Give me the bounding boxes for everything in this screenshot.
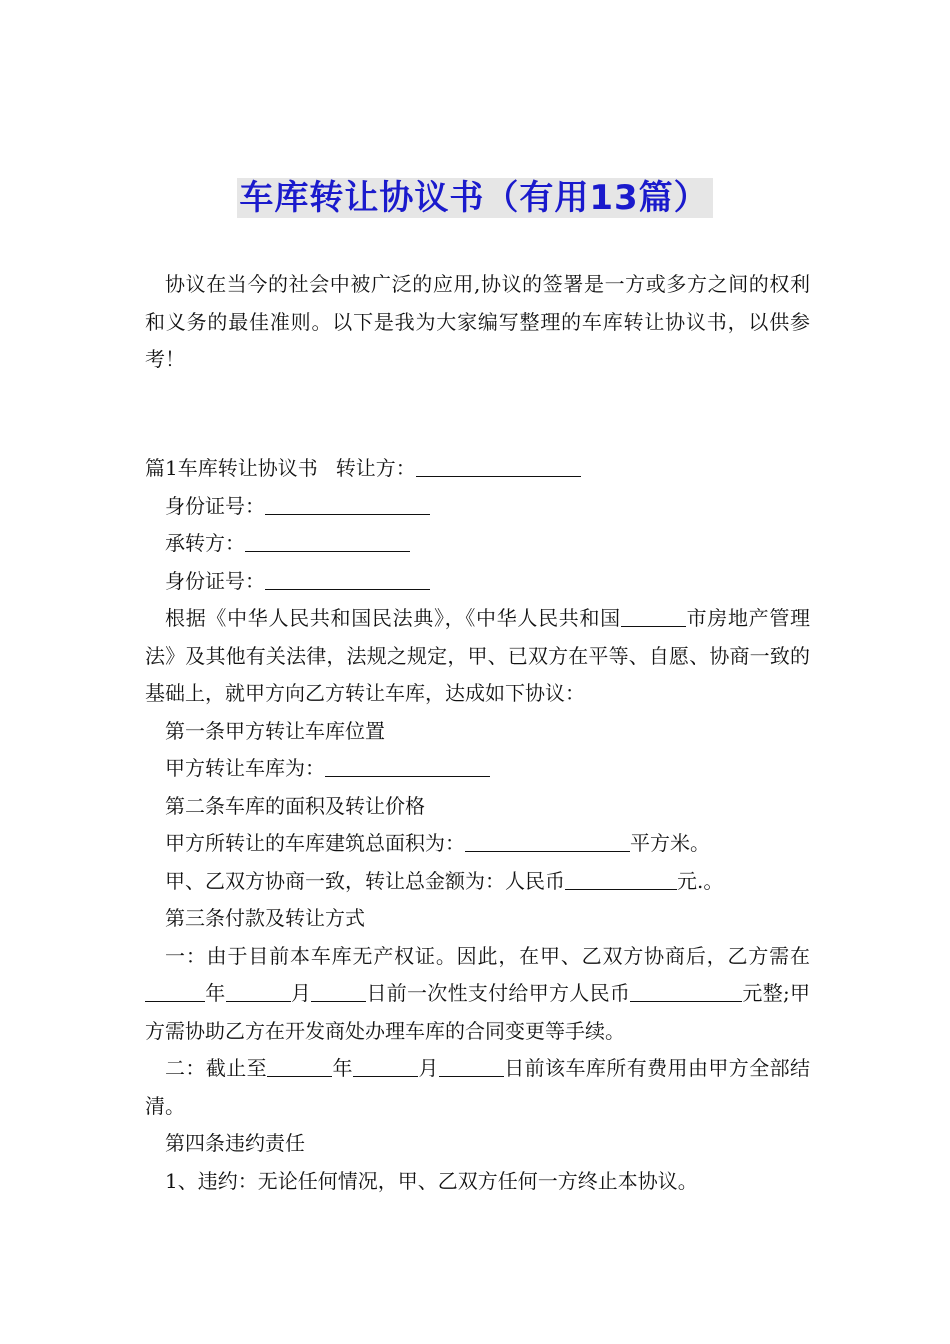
article3-item2-text-a: 二：截止至 — [165, 1056, 268, 1080]
price-blank — [565, 869, 677, 890]
article1-label: 甲方转让车库为： — [165, 756, 325, 780]
article3-item1-text-b: 日前一次性支付给甲方人民币 — [366, 981, 631, 1005]
article4-item1: 1、违约：无论任何情况，甲、乙双方任何一方终止本协议。 — [165, 1168, 698, 1193]
article2-area-line — [145, 825, 810, 863]
article2-price-line — [145, 863, 810, 901]
payment-month-blank — [226, 981, 291, 1002]
deadline-month-blank — [353, 1056, 418, 1077]
article2-area-label: 甲方所转让的车库建筑总面积为： — [165, 831, 465, 855]
intro-paragraph: 协议在当今的社会中被广泛的应用,协议的签署是一方或多方之间的权利和义务的最佳准则。以下是我为大家编写整理的车库转让协议书，以供参考！ — [145, 272, 810, 371]
article1-line — [145, 750, 810, 788]
deadline-year-blank — [267, 1056, 332, 1077]
transferor-id-line — [145, 488, 810, 526]
legal-basis-paragraph — [145, 600, 810, 713]
transferor-blank — [416, 456, 581, 477]
article2-price-unit: 元.。 — [677, 868, 724, 893]
article3-item2 — [145, 1050, 810, 1125]
payment-amount-blank — [630, 981, 742, 1002]
article3-item1-month: 月 — [290, 981, 312, 1005]
article1-title: 第一条甲方转让车库位置 — [165, 718, 385, 743]
agreement-body — [145, 450, 810, 1200]
garage-location-blank — [325, 756, 490, 777]
area-blank — [465, 831, 630, 852]
article3-title: 第三条付款及转让方式 — [165, 906, 365, 930]
document-title: 车库转让协议书（有用13篇） — [237, 178, 712, 218]
legal-basis-part2: 市房地产管理法》及其他有关法律，法规之规定，甲、已双方在平等、自愿、协商一致的基础上，就甲方向乙方转让车库，达成如下协议： — [145, 606, 811, 705]
deadline-day-blank — [439, 1056, 504, 1077]
intro-block — [145, 266, 810, 379]
transferor-id-blank — [265, 494, 430, 515]
section-heading: 篇1车库转让协议书 — [145, 456, 318, 480]
article3-item1-text-c: 元整;甲方需协助乙方在开发商处办理车库的合同变更等手续。 — [145, 981, 811, 1043]
article3-item1 — [145, 938, 810, 1051]
payment-day-blank — [311, 981, 366, 1002]
section-heading-line — [145, 450, 810, 488]
transferee-id-blank — [265, 569, 430, 590]
article3-item2-year: 年 — [332, 1056, 353, 1080]
transferee-blank — [245, 531, 410, 552]
title-container — [0, 178, 950, 218]
transferee-id-line — [145, 563, 810, 601]
id-label-1: 身份证号： — [165, 493, 265, 518]
id-label-2: 身份证号： — [165, 568, 265, 593]
transferor-label: 转让方： — [335, 456, 416, 480]
article3-item2-text-b: 日前该车库所有费用由甲方全部结清。 — [145, 1056, 811, 1118]
transferee-label: 承转方： — [165, 531, 245, 555]
article3-item1-text-a: 一：由于目前本车库无产权证。因此，在甲、乙双方协商后，乙方需在 — [165, 943, 810, 968]
article4-title: 第四条违约责任 — [165, 1131, 305, 1155]
payment-year-blank — [145, 981, 205, 1002]
article2-area-unit: 平方米。 — [630, 831, 710, 855]
legal-basis-part1: 根据《中华人民共和国民法典》，《中华人民共和国 — [165, 606, 621, 630]
article2-title: 第二条车库的面积及转让价格 — [165, 793, 425, 818]
article3-item1-year: 年 — [205, 981, 226, 1005]
article2-price-label: 甲、乙双方协商一致，转让总金额为：人民币 — [165, 868, 565, 893]
article3-item2-month: 月 — [417, 1056, 439, 1080]
city-blank — [621, 606, 686, 627]
transferee-line — [145, 525, 810, 563]
